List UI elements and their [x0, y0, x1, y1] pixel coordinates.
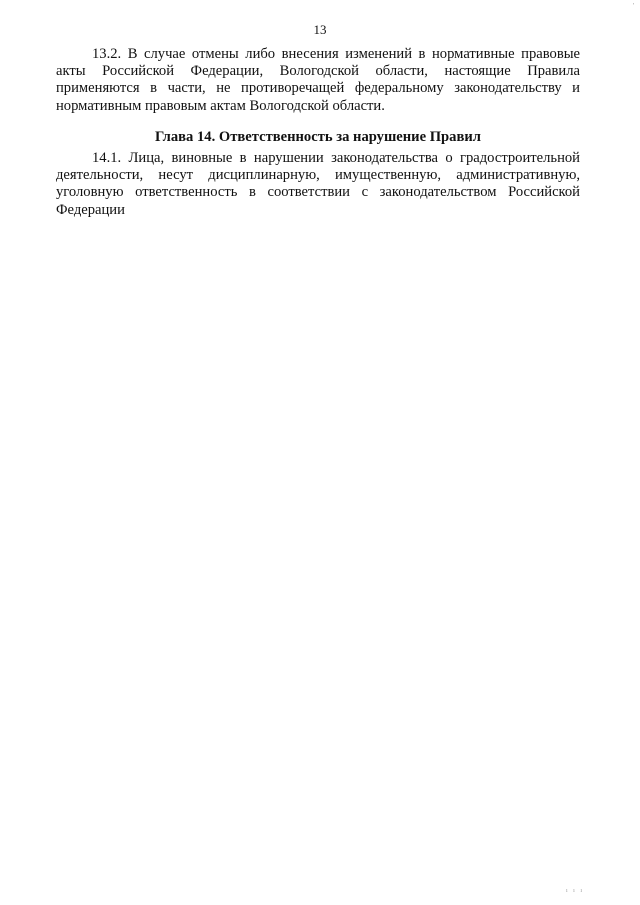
document-body — [56, 46, 580, 219]
paragraph-13-2: 13.2. В случае отмены либо внесения изменений в нормативные правовые акты Российской Федерации, Вологодской области, настоящие Правила применяются в части, не противоречащей федеральному законодательству и нормативным правовым актам Вологодской области. — [56, 46, 580, 114]
paragraph-14-1: 14.1. Лица, виновные в нарушении законодательства о градостроительной деятельности, несут дисциплинарную, имущественную, административную, уголовную ответственность в соответствии с законодательством Российской Федерации — [56, 150, 580, 218]
chapter-14-heading: Глава 14. Ответственность за нарушение Правил — [155, 128, 481, 145]
footer-mark: ı ı ı — [565, 888, 584, 894]
corner-mark: ' — [632, 2, 634, 10]
page-number: 13 — [313, 22, 327, 37]
